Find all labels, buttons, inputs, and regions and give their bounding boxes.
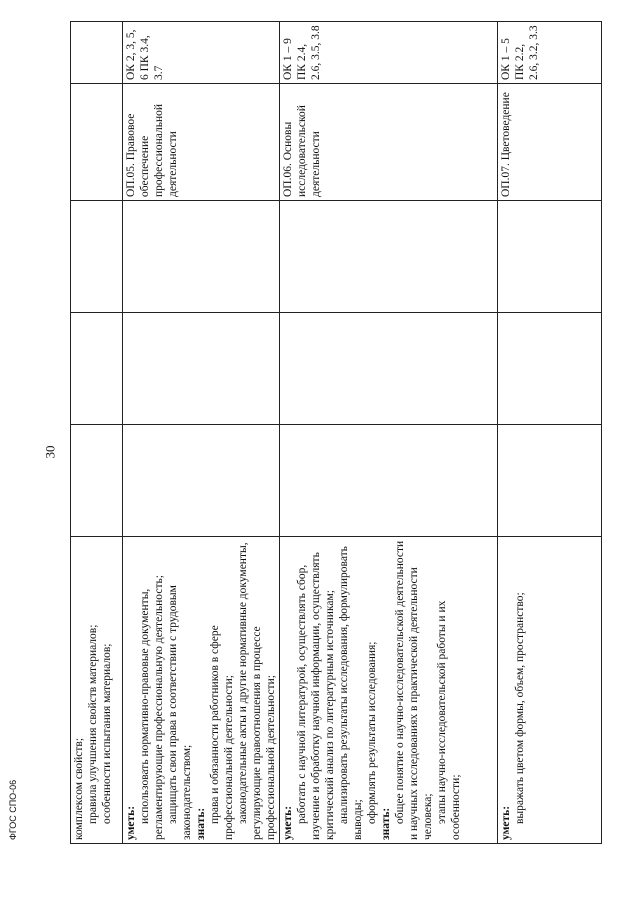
competencies-cell (71, 22, 123, 84)
skill-text: защищать свои права в соответствии с трудовым законодательством; (167, 585, 193, 840)
empty-cell (498, 425, 602, 537)
skill-text: права и обязанности работников в сфере профессиональной деятельности; (209, 625, 235, 840)
empty-cell (498, 313, 602, 425)
empty-cell (123, 425, 280, 537)
discipline-cell (71, 84, 123, 201)
skill-text: анализировать результаты исследования, формулировать выводы; (338, 546, 364, 840)
skill-text: комплексом свойств; (73, 737, 85, 840)
skills-cell (498, 537, 602, 844)
discipline-cell: ОП.05. Правовое обеспечение профессиональной деятельности (123, 84, 280, 201)
skill-text: общее понятие о научно-исследовательской деятельности и научных исследованиях в практической деятельности человека; (394, 540, 434, 840)
section-heading: уметь: (500, 805, 512, 840)
section-heading: уметь: (282, 805, 294, 840)
empty-cell (71, 425, 123, 537)
table-row (498, 22, 602, 844)
discipline-cell: ОП.06. Основы исследовательской деятельности (280, 84, 498, 201)
table-row (280, 22, 498, 844)
empty-cell (280, 313, 498, 425)
competencies-cell: ОК 1 – 5 ПК 2.2, 2.6, 3.2, 3.3 (498, 22, 602, 84)
section-heading: знать: (380, 807, 392, 840)
competencies-cell: ОК 1 – 9 ПК 2.4, 2.6, 3.5, 3.8 (280, 22, 498, 84)
empty-cell (123, 201, 280, 313)
empty-cell (498, 201, 602, 313)
footer-code: ФГОС СПО-06 (8, 779, 18, 840)
skill-text: этапы научно-исследовательской работы и их особенности; (436, 600, 462, 840)
skill-text: использовать нормативно-правовые документы, регламентирующие профессиональную деятельность; (139, 575, 165, 840)
discipline-cell: ОП.07. Цветоведение (498, 84, 602, 201)
section-heading: знать: (195, 807, 207, 840)
table-row (123, 22, 280, 844)
skill-text: особенности испытания материалов; (101, 643, 113, 824)
skill-text: оформлять результаты исследования; (366, 641, 378, 824)
skill-text: выражать цветом формы, объем, пространство; (514, 592, 526, 824)
skills-cell (71, 537, 123, 844)
empty-cell (71, 201, 123, 313)
section-heading: уметь: (125, 805, 137, 840)
empty-cell (280, 201, 498, 313)
competencies-cell: ОК 2, 3, 5, 6 ПК 3.4, 3.7 (123, 22, 280, 84)
page-number: 30 (42, 445, 58, 459)
empty-cell (71, 313, 123, 425)
curriculum-table-wrapper (70, 25, 565, 844)
skill-text: работать с научной литературой, осуществлять сбор, изучение и обработку научной информации, осуществлять критический анализ по литературным источникам; (296, 552, 336, 840)
skill-text: правила улучшения свойств материалов; (87, 624, 99, 824)
skills-cell (280, 537, 498, 844)
skill-text: законодательные акты и другие нормативные документы, регулирующие правоотношения в процессе профессиональной деятельности; (237, 542, 277, 840)
skills-cell (123, 537, 280, 844)
table-row (71, 22, 123, 844)
curriculum-table (70, 21, 602, 844)
empty-cell (123, 313, 280, 425)
empty-cell (280, 425, 498, 537)
